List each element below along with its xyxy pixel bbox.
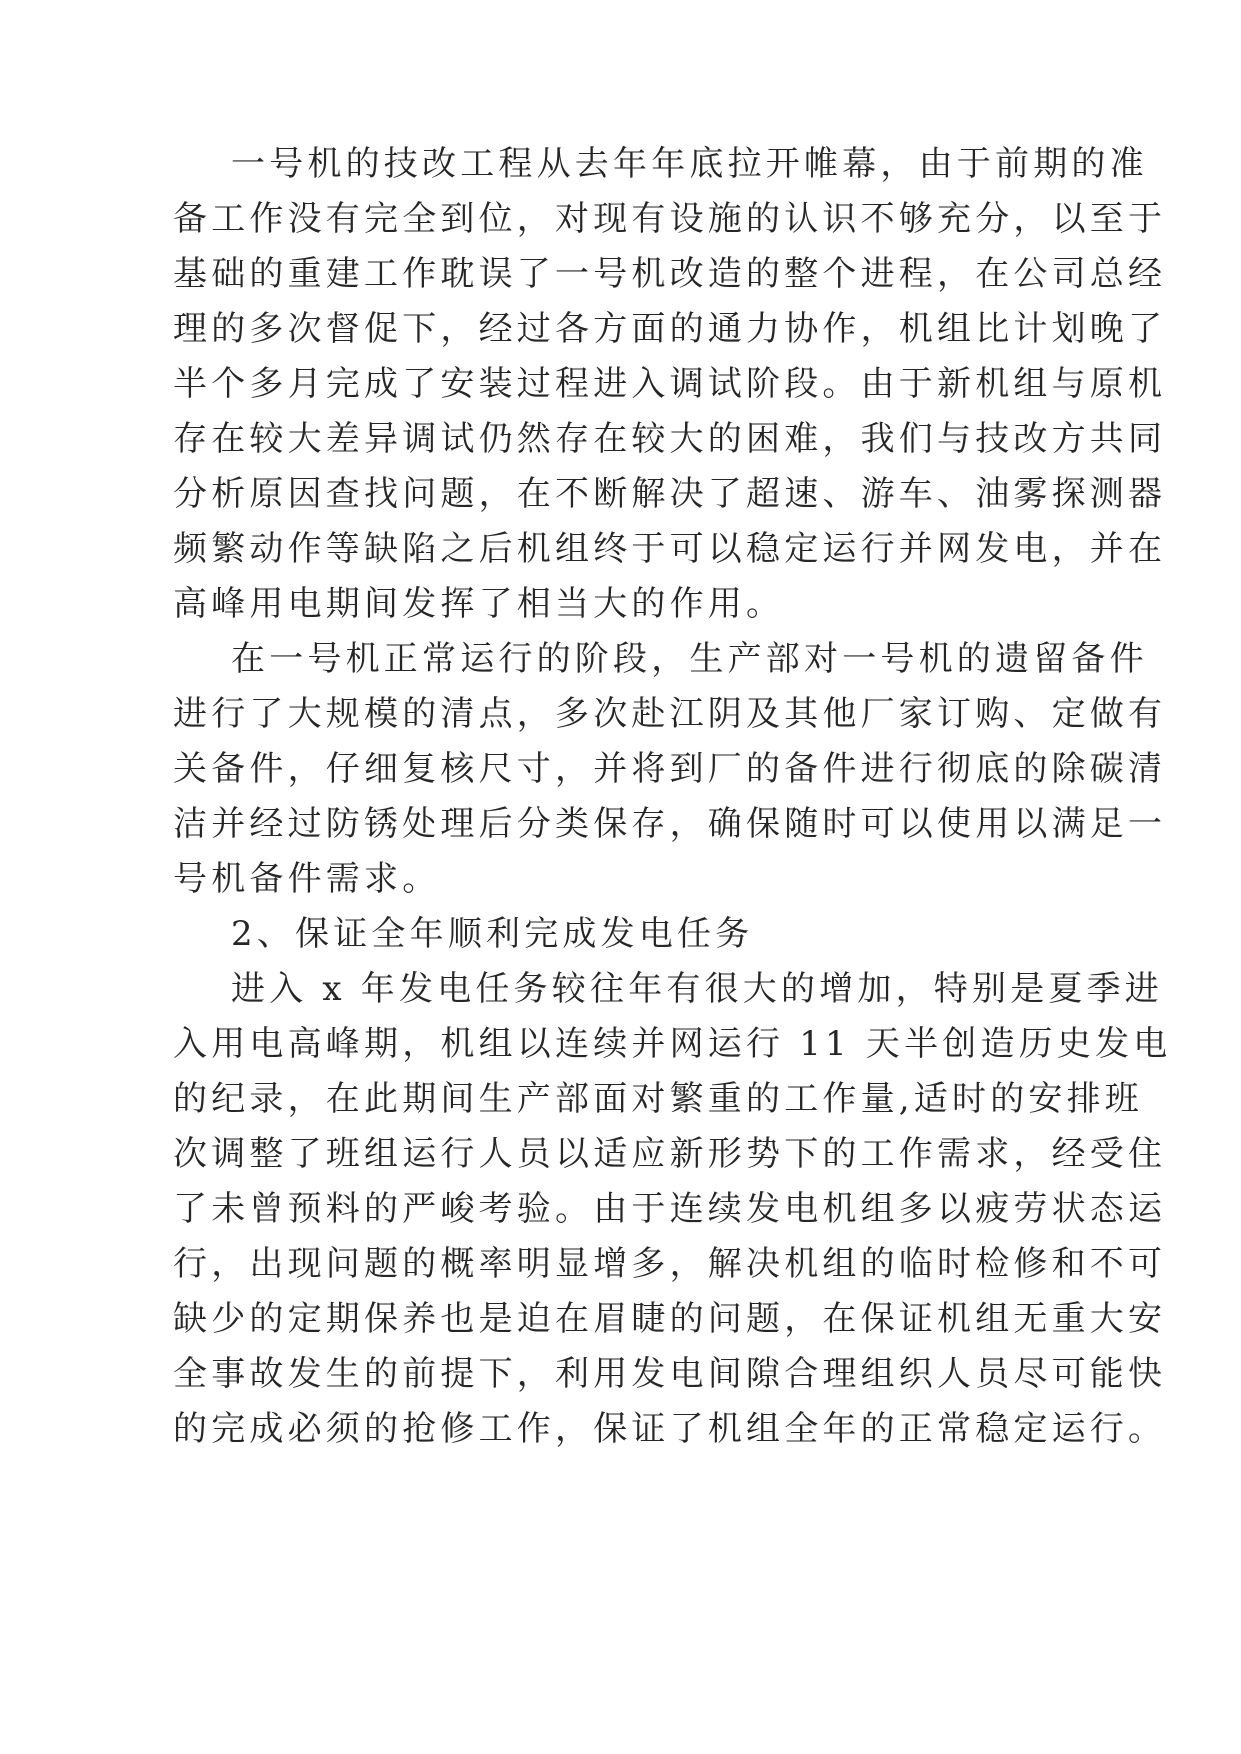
section-heading: 2、保证全年顺利完成发电任务 bbox=[231, 914, 754, 954]
paragraph-3-line-5: 了未曾预料的严峻考验。由于连续发电机组多以疲劳状态运 bbox=[173, 1189, 1167, 1229]
paragraph-3-line-6: 行，出现问题的概率明显增多，解决机组的临时检修和不可 bbox=[173, 1244, 1167, 1284]
paragraph-3-line-4: 次调整了班组运行人员以适应新形势下的工作需求，经受住 bbox=[173, 1134, 1167, 1174]
paragraph-1-line-8: 频繁动作等缺陷之后机组终于可以稳定运行并网发电，并在 bbox=[173, 529, 1167, 569]
paragraph-2-line-5: 号机备件需求。 bbox=[173, 859, 441, 899]
paragraph-2-line-1: 在一号机正常运行的阶段，生产部对一号机的遗留备件 bbox=[231, 639, 1148, 679]
paragraph-1-line-6: 存在较大差异调试仍然存在较大的困难，我们与技改方共同 bbox=[173, 419, 1167, 459]
paragraph-1-line-2: 备工作没有完全到位，对现有设施的认识不够充分，以至于 bbox=[173, 199, 1167, 239]
paragraph-1-line-1: 一号机的技改工程从去年年底拉开帷幕，由于前期的准 bbox=[231, 144, 1148, 184]
paragraph-3-line-7: 缺少的定期保养也是迫在眉睫的问题，在保证机组无重大安 bbox=[173, 1299, 1167, 1339]
paragraph-3-line-9: 的完成必须的抢修工作，保证了机组全年的正常稳定运行。 bbox=[173, 1409, 1167, 1449]
paragraph-3-line-3: 的纪录，在此期间生产部面对繁重的工作量,适时的安排班 bbox=[173, 1079, 1144, 1119]
paragraph-1-line-9: 高峰用电期间发挥了相当大的作用。 bbox=[173, 584, 785, 624]
paragraph-2-line-4: 洁并经过防锈处理后分类保存，确保随时可以使用以满足一 bbox=[173, 804, 1167, 844]
paragraph-1-line-3: 基础的重建工作耽误了一号机改造的整个进程，在公司总经 bbox=[173, 254, 1167, 294]
paragraph-3-line-2: 入用电高峰期，机组以连续并网运行 11 天半创造历史发电 bbox=[173, 1024, 1172, 1064]
paragraph-1-line-7: 分析原因查找问题，在不断解决了超速、游车、油雾探测器 bbox=[173, 474, 1167, 514]
paragraph-2-line-3: 关备件，仔细复核尺寸，并将到厂的备件进行彻底的除碳清 bbox=[173, 749, 1167, 789]
paragraph-3-line-1: 进入 x 年发电任务较往年有很大的增加，特别是夏季进 bbox=[231, 969, 1163, 1009]
paragraph-1-line-5: 半个多月完成了安装过程进入调试阶段。由于新机组与原机 bbox=[173, 364, 1167, 404]
paragraph-1-line-4: 理的多次督促下，经过各方面的通力协作，机组比计划晚了 bbox=[173, 309, 1167, 349]
paragraph-2-line-2: 进行了大规模的清点，多次赴江阴及其他厂家订购、定做有 bbox=[173, 694, 1167, 734]
paragraph-3-line-8: 全事故发生的前提下，利用发电间隙合理组织人员尽可能快 bbox=[173, 1354, 1167, 1394]
